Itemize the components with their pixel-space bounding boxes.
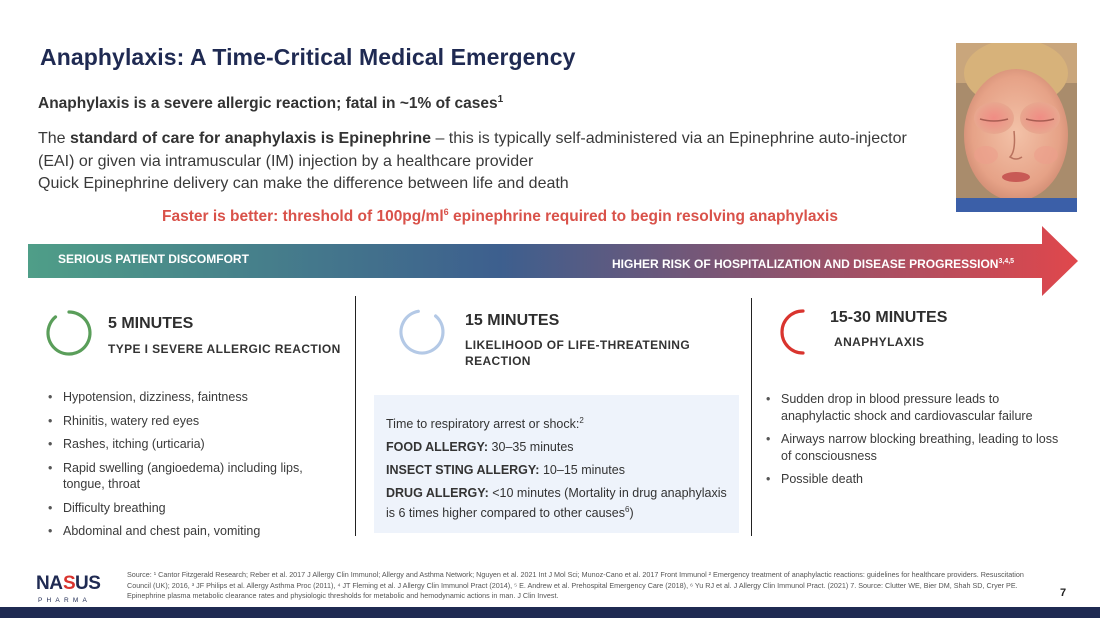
svg-text:US: US bbox=[75, 573, 101, 594]
column-divider-2 bbox=[751, 298, 752, 536]
nasus-pharma-logo bbox=[36, 569, 110, 605]
threshold-highlight bbox=[162, 207, 838, 226]
infobox-intro-footnote-ref: 2 bbox=[579, 416, 584, 425]
para-intro: The bbox=[38, 130, 71, 147]
respiratory-arrest-infobox bbox=[374, 395, 739, 533]
col2-subheading-line1: LIKELIHOOD OF LIFE-THREATENING bbox=[465, 338, 691, 352]
drug-allergy-label: DRUG ALLERGY: bbox=[386, 486, 489, 501]
insect-allergy-row bbox=[386, 462, 727, 479]
patient-photo bbox=[956, 43, 1077, 212]
highlight-pre: Faster is better: threshold of 100pg/ml bbox=[162, 208, 444, 226]
progress-ring-blue-icon bbox=[398, 308, 446, 356]
drug-allergy-value: <10 minutes (Mortality in drug anaphylaxis is 6 times higher compared to other causes bbox=[386, 486, 727, 520]
column-divider-1 bbox=[355, 296, 356, 536]
list-item: • Hypotension, dizziness, faintness bbox=[47, 389, 337, 406]
page-title: Anaphylaxis: A Time-Critical Medical Emergency bbox=[40, 44, 576, 70]
epinephrine-paragraph bbox=[38, 128, 918, 196]
lead-text: Anaphylaxis is a severe allergic reaction; fatal in ~1% of cases bbox=[38, 95, 498, 113]
lead-statement bbox=[38, 94, 503, 113]
insect-allergy-value: 10–15 minutes bbox=[539, 463, 625, 478]
arrow-right-text: HIGHER RISK OF HOSPITALIZATION AND DISEASE PROGRESSION bbox=[612, 257, 999, 271]
col2-subheading-line2: REACTION bbox=[465, 354, 531, 368]
col1-heading: 5 MINUTES bbox=[108, 315, 194, 332]
page-number: 7 bbox=[1060, 587, 1067, 599]
col2-heading: 15 MINUTES bbox=[465, 312, 560, 329]
highlight-footnote-ref: 6 bbox=[443, 207, 449, 217]
arrow-right-label bbox=[612, 257, 1014, 271]
list-item: • Difficulty breathing bbox=[47, 500, 337, 517]
list-item: • Airways narrow blocking breathing, leading to loss of consciousness bbox=[765, 431, 1065, 464]
drug-allergy-row bbox=[386, 485, 727, 521]
insect-allergy-label: INSECT STING ALLERGY: bbox=[386, 463, 540, 478]
list-item: • Sudden drop in blood pressure leads to anaphylactic shock and cardiovascular failure bbox=[765, 391, 1065, 424]
drug-allergy-close: ) bbox=[629, 505, 634, 520]
svg-text:S: S bbox=[63, 573, 76, 594]
infobox-intro-text: Time to respiratory arrest or shock: bbox=[386, 417, 580, 432]
para-rest: – this is typically self-administered via an Epinephrine auto-injector (EAI) or given via intramuscular (IM) injection by a healthcare provider bbox=[38, 130, 907, 170]
col3-subheading: ANAPHYLAXIS bbox=[834, 335, 925, 349]
footer-bar bbox=[0, 607, 1100, 618]
list-item: • Rhinitis, watery red eyes bbox=[47, 413, 337, 430]
progress-ring-red-icon bbox=[779, 308, 827, 356]
col3-symptom-list bbox=[765, 391, 1065, 495]
svg-text:PHARMA: PHARMA bbox=[38, 597, 92, 604]
col3-heading: 15-30 MINUTES bbox=[830, 309, 948, 326]
list-item: • Rashes, itching (urticaria) bbox=[47, 436, 337, 453]
source-footnote: Source: ¹ Cantor Fitzgerald Research; Reber et al. 2017 J Allergy Clin Immunol; Allergy and Asthma Network; Nguyen et al. 2021 Int J Mol Sci; Munoz-Cano et al. 2017 Front Immunol ² Emergency treatment of anaphylactic reactions: guidelines for healthcare providers. Resuscitation Council (UK); 2016, ³ JF Philips et al. Allergy Asthma Proc (2011), ⁴ JT Fleming et al. J Allergy Clin Immunol Pract (2014), ⁵ E. Andrew et al. Prehospital Emergency Care (2018), ⁶ Yu RJ et al. J Allergy Clin Immunol Pract. (2021) 7. Source: Clutter WE, Bier DM, Shah SD, Cryer PE. Epinephrine plasma metabolic clearance rates and physiologic thresholds for metabolic and hemodynamic actions in man. J Clin Invest. bbox=[127, 570, 1024, 600]
para-bold: standard of care for anaphylaxis is Epinephrine bbox=[70, 130, 432, 147]
progress-ring-green-icon bbox=[45, 309, 93, 357]
col1-symptom-list bbox=[47, 389, 337, 547]
svg-text:NA: NA bbox=[36, 573, 63, 594]
list-item: • Possible death bbox=[765, 471, 1065, 488]
food-allergy-label: FOOD ALLERGY: bbox=[386, 440, 489, 455]
infobox-intro bbox=[386, 413, 727, 433]
col2-subheading bbox=[465, 337, 690, 369]
para-line3: Quick Epinephrine delivery can make the difference between life and death bbox=[38, 175, 569, 192]
list-item: • Abdominal and chest pain, vomiting bbox=[47, 523, 337, 540]
arrow-left-label: SERIOUS PATIENT DISCOMFORT bbox=[58, 252, 249, 266]
highlight-post: epinephrine required to begin resolving anaphylaxis bbox=[448, 208, 838, 226]
arrow-right-footnote-ref: 3,4,5 bbox=[998, 258, 1015, 265]
list-item: • Rapid swelling (angioedema) including lips, tongue, throat bbox=[47, 460, 337, 493]
food-allergy-row bbox=[386, 439, 727, 456]
drug-allergy-footnote-ref: 6 bbox=[625, 504, 630, 514]
food-allergy-value: 30–35 minutes bbox=[488, 440, 574, 455]
col1-subheading: TYPE I SEVERE ALLERGIC REACTION bbox=[108, 342, 341, 356]
lead-footnote-ref: 1 bbox=[497, 94, 504, 105]
